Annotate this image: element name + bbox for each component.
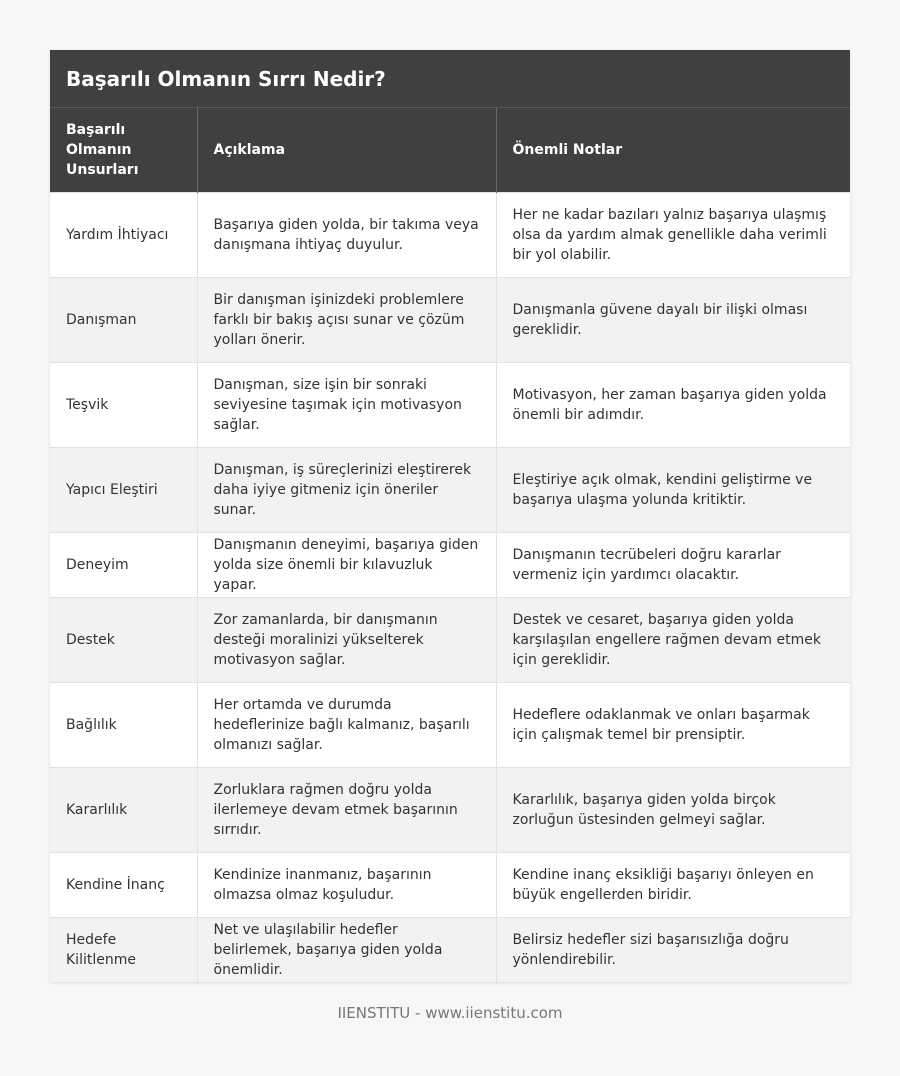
cell-element: Danışman bbox=[50, 277, 197, 362]
cell-description: Bir danışman işinizdeki problemlere farklı bir bakış açısı sunar ve çözüm yolları önerir. bbox=[197, 277, 496, 362]
table-row bbox=[50, 597, 850, 682]
header-description: Açıklama bbox=[197, 108, 496, 192]
cell-notes: Eleştiriye açık olmak, kendini geliştirme ve başarıya ulaşma yolunda kritiktir. bbox=[496, 447, 850, 532]
cell-element: Deneyim bbox=[50, 532, 197, 597]
table-title: Başarılı Olmanın Sırrı Nedir? bbox=[50, 50, 850, 108]
table-row bbox=[50, 767, 850, 852]
cell-description: Başarıya giden yolda, bir takıma veya danışmana ihtiyaç duyulur. bbox=[197, 192, 496, 277]
cell-notes: Danışmanın tecrübeleri doğru kararlar vermeniz için yardımcı olacaktır. bbox=[496, 532, 850, 597]
cell-description: Zor zamanlarda, bir danışmanın desteği moralinizi yükselterek motivasyon sağlar. bbox=[197, 597, 496, 682]
cell-description: Danışman, iş süreçlerinizi eleştirerek daha iyiye gitmeniz için öneriler sunar. bbox=[197, 447, 496, 532]
cell-notes: Danışmanla güvene dayalı bir ilişki olması gereklidir. bbox=[496, 277, 850, 362]
table-row bbox=[50, 852, 850, 917]
footer-credit: IIENSTITU - www.iienstitu.com bbox=[337, 1004, 563, 1022]
cell-notes: Kendine inanç eksikliği başarıyı önleyen en büyük engellerden biridir. bbox=[496, 852, 850, 917]
cell-description: Danışmanın deneyimi, başarıya giden yolda size önemli bir kılavuzluk yapar. bbox=[197, 532, 496, 597]
cell-notes: Her ne kadar bazıları yalnız başarıya ulaşmış olsa da yardım almak genellikle daha verimli bir yol olabilir. bbox=[496, 192, 850, 277]
cell-description: Zorluklara rağmen doğru yolda ilerlemeye devam etmek başarının sırrıdır. bbox=[197, 767, 496, 852]
cell-element: Kararlılık bbox=[50, 767, 197, 852]
data-table bbox=[50, 108, 850, 982]
table-row bbox=[50, 192, 850, 277]
table-row bbox=[50, 532, 850, 597]
cell-notes: Hedeflere odaklanmak ve onları başarmak için çalışmak temel bir prensiptir. bbox=[496, 682, 850, 767]
table-card bbox=[50, 50, 850, 982]
table-row bbox=[50, 362, 850, 447]
cell-element: Destek bbox=[50, 597, 197, 682]
cell-element: Bağlılık bbox=[50, 682, 197, 767]
cell-notes: Belirsiz hedefler sizi başarısızlığa doğru yönlendirebilir. bbox=[496, 917, 850, 982]
cell-notes: Kararlılık, başarıya giden yolda birçok zorluğun üstesinden gelmeyi sağlar. bbox=[496, 767, 850, 852]
table-row bbox=[50, 447, 850, 532]
cell-notes: Destek ve cesaret, başarıya giden yolda karşılaşılan engellere rağmen devam etmek için gereklidir. bbox=[496, 597, 850, 682]
cell-description: Kendinize inanmanız, başarının olmazsa olmaz koşuludur. bbox=[197, 852, 496, 917]
table-row bbox=[50, 277, 850, 362]
cell-element: Hedefe Kilitlenme bbox=[50, 917, 197, 982]
cell-description: Net ve ulaşılabilir hedefler belirlemek, başarıya giden yolda önemlidir. bbox=[197, 917, 496, 982]
table-row bbox=[50, 917, 850, 982]
cell-description: Danışman, size işin bir sonraki seviyesine taşımak için motivasyon sağlar. bbox=[197, 362, 496, 447]
table-row bbox=[50, 682, 850, 767]
cell-description: Her ortamda ve durumda hedeflerinize bağlı kalmanız, başarılı olmanızı sağlar. bbox=[197, 682, 496, 767]
cell-element: Teşvik bbox=[50, 362, 197, 447]
cell-element: Kendine İnanç bbox=[50, 852, 197, 917]
header-row bbox=[50, 108, 850, 192]
cell-element: Yapıcı Eleştiri bbox=[50, 447, 197, 532]
header-notes: Önemli Notlar bbox=[496, 108, 850, 192]
cell-notes: Motivasyon, her zaman başarıya giden yolda önemli bir adımdır. bbox=[496, 362, 850, 447]
header-elements: Başarılı Olmanın Unsurları bbox=[50, 108, 197, 192]
cell-element: Yardım İhtiyacı bbox=[50, 192, 197, 277]
